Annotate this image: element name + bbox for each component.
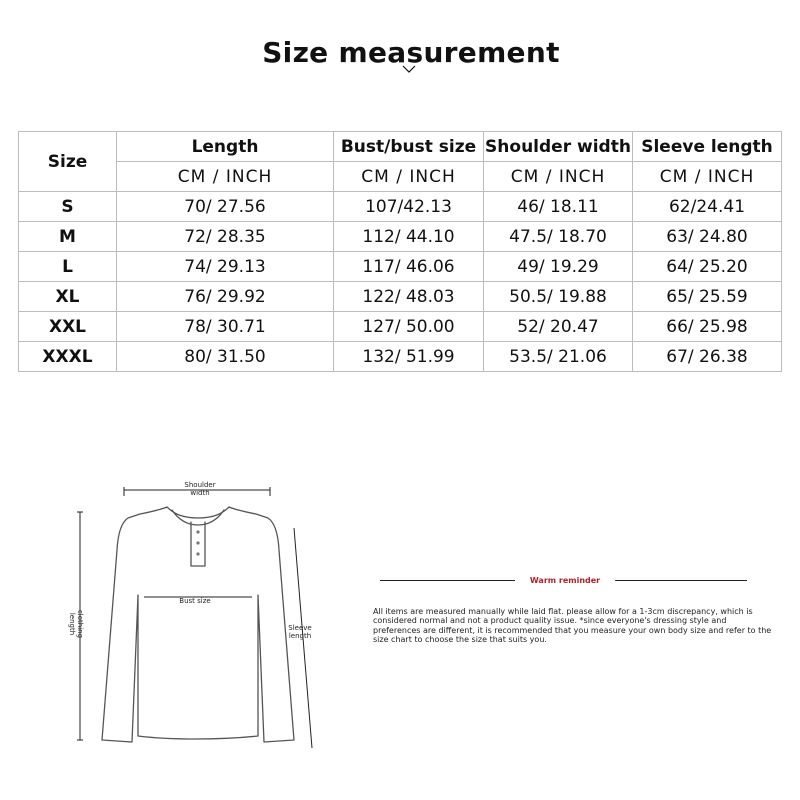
bust-value: 112/ 44.10 — [334, 222, 484, 252]
sleeve-length-label — [284, 624, 316, 640]
length-value: 76/ 29.92 — [117, 282, 334, 312]
divider — [615, 580, 747, 581]
bust-value: 122/ 48.03 — [334, 282, 484, 312]
unit-label: CM / INCH — [334, 162, 484, 192]
size-label: S — [19, 192, 117, 222]
shoulder-label-line1: Shoulder — [184, 481, 216, 489]
sleeve-value: 67/ 26.38 — [633, 342, 782, 372]
warm-reminder-text: All items are measured manually while laid flat. please allow for a 1-3cm discrepancy, which is considered normal and not a product quality issue. *since everyone's dressing style and preferences are different, it is recommended that you measure your own body size and refer to the size chart to choose the size that suits you. — [373, 607, 772, 644]
table-row — [19, 252, 782, 282]
bust-value: 132/ 51.99 — [334, 342, 484, 372]
bust-value: 127/ 50.00 — [334, 312, 484, 342]
unit-label: CM / INCH — [117, 162, 334, 192]
warm-reminder-title: Warm reminder — [529, 576, 601, 585]
length-value: 74/ 29.13 — [117, 252, 334, 282]
size-label: XL — [19, 282, 117, 312]
header-length: Length — [117, 132, 334, 162]
length-value: 80/ 31.50 — [117, 342, 334, 372]
table-row — [19, 282, 782, 312]
sleeve-value: 65/ 25.59 — [633, 282, 782, 312]
size-label: L — [19, 252, 117, 282]
shoulder-value: 46/ 18.11 — [484, 192, 633, 222]
shoulder-value: 52/ 20.47 — [484, 312, 633, 342]
length-value: 72/ 28.35 — [117, 222, 334, 252]
bust-size-label: Bust size — [179, 597, 211, 605]
shirt-measurement-diagram — [50, 470, 320, 760]
table-row — [19, 312, 782, 342]
sleeve-value: 66/ 25.98 — [633, 312, 782, 342]
shoulder-value: 50.5/ 19.88 — [484, 282, 633, 312]
bust-value: 117/ 46.06 — [334, 252, 484, 282]
chevron-down-icon — [402, 62, 416, 76]
sleeve-value: 63/ 24.80 — [633, 222, 782, 252]
unit-label: CM / INCH — [484, 162, 633, 192]
size-label: XXXL — [19, 342, 117, 372]
shoulder-value: 49/ 19.29 — [484, 252, 633, 282]
sleeve-value: 64/ 25.20 — [633, 252, 782, 282]
shoulder-label-line2: width — [190, 489, 210, 497]
unit-label: CM / INCH — [633, 162, 782, 192]
sleeve-value: 62/24.41 — [633, 192, 782, 222]
shoulder-value: 53.5/ 21.06 — [484, 342, 633, 372]
table-row — [19, 222, 782, 252]
size-label: M — [19, 222, 117, 252]
sleeve-label-line2: length — [288, 632, 312, 640]
shoulder-value: 47.5/ 18.70 — [484, 222, 633, 252]
length-value: 78/ 30.71 — [117, 312, 334, 342]
length-value: 70/ 27.56 — [117, 192, 334, 222]
bust-value: 107/42.13 — [334, 192, 484, 222]
table-row — [19, 192, 782, 222]
sleeve-label-line1: Sleeve — [288, 624, 312, 632]
size-table — [18, 131, 782, 372]
clothing-label-line2: length — [68, 612, 76, 636]
table-row — [19, 342, 782, 372]
header-size: Size — [19, 132, 117, 192]
header-bust: Bust/bust size — [334, 132, 484, 162]
header-shoulder-width: Shoulder width — [484, 132, 633, 162]
header-sleeve-length: Sleeve length — [633, 132, 782, 162]
clothing-label-line1: clothing — [76, 609, 84, 639]
divider — [380, 580, 515, 581]
size-label: XXL — [19, 312, 117, 342]
page-title: Size measurement — [262, 36, 560, 69]
shoulder-width-label — [170, 481, 230, 497]
clothing-length-label — [68, 600, 84, 648]
